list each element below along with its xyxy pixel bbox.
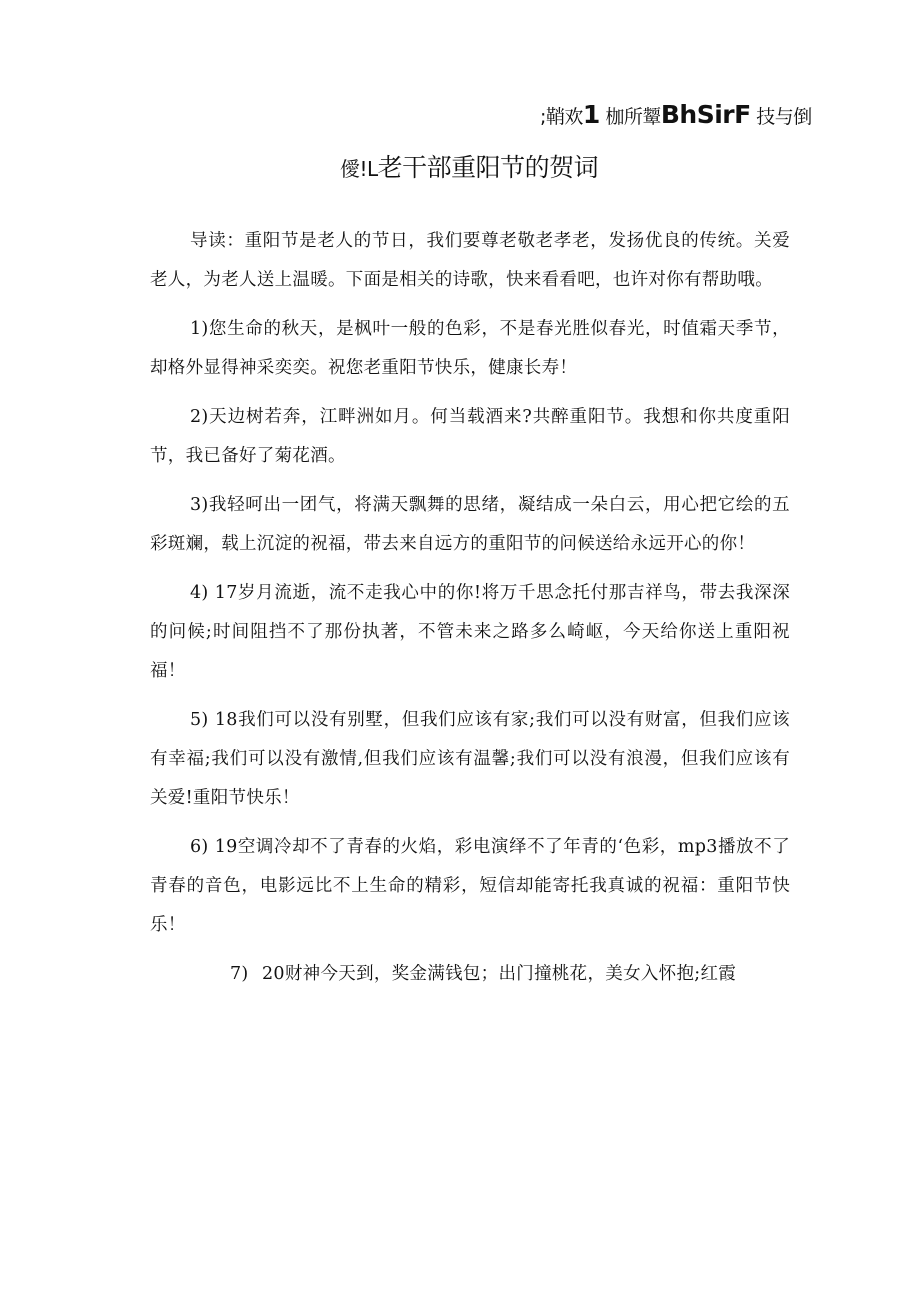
header-small-left: ;鞘欢: [540, 106, 583, 128]
wish-item-7-text: 20财神今天到，奖金满钱包；出门撞桃花，美女入怀抱;红霞: [262, 964, 737, 984]
intro-paragraph: 导读：重阳节是老人的节日，我们要尊老敬老孝老，发扬优良的传统。关爱老人，为老人送上温暖。下面是相关的诗歌，快来看看吧，也许对你有帮助哦。: [150, 231, 790, 290]
header-small-mid: 枷所颦: [605, 106, 661, 128]
page-title: [340, 150, 740, 187]
wish-item-1: 1)您生命的秋天，是枫叶一般的色彩，不是春光胜似春光，时值霜天季节，却格外显得神采奕奕。祝您老重阳节快乐，健康长寿！: [150, 319, 790, 378]
header-small-right: 技与倒: [756, 106, 812, 128]
title-text: 老干部重阳节的贺词: [377, 153, 599, 182]
header-line: [540, 101, 900, 131]
header-big-text: BhSirF: [660, 100, 751, 129]
document-body: [150, 222, 790, 1004]
wish-item-5: 5) 18我们可以没有别墅，但我们应该有家;我们可以没有财富，但我们应该有幸福;我们可以没有激情,但我们应该有温馨;我们可以没有浪漫，但我们应该有关爱!重阳节快乐！: [150, 710, 790, 808]
header-big-number: 1: [582, 100, 600, 129]
wish-item-7-number: 7): [230, 964, 249, 984]
wish-item-3: 3)我轻呵出一团气，将满天飘舞的思绪，凝结成一朵白云，用心把它绘的五彩斑斓，载上沉淀的祝福，带去来自远方的重阳节的问候送给永远开心的你！: [150, 495, 790, 554]
wish-item-7: [150, 955, 790, 994]
wish-item-6: 6) 19空调冷却不了青春的火焰，彩电演绎不了年青的‘色彩，mp3播放不了青春的音色，电影远比不上生命的精彩，短信却能寄托我真诚的祝福：重阳节快乐！: [150, 837, 790, 935]
wish-item-2: 2)天边树若奔，江畔洲如月。何当载酒来?共醉重阳节。我想和你共度重阳节，我已备好了菊花酒。: [150, 407, 790, 466]
wish-item-4: 4) 17岁月流逝，流不走我心中的你!将万千思念托付那吉祥鸟，带去我深深的问候;时间阻挡不了那份执著，不管未来之路多么崎岖，今天给你送上重阳祝福！: [150, 583, 790, 681]
title-prefix: 僾!L: [340, 157, 378, 181]
